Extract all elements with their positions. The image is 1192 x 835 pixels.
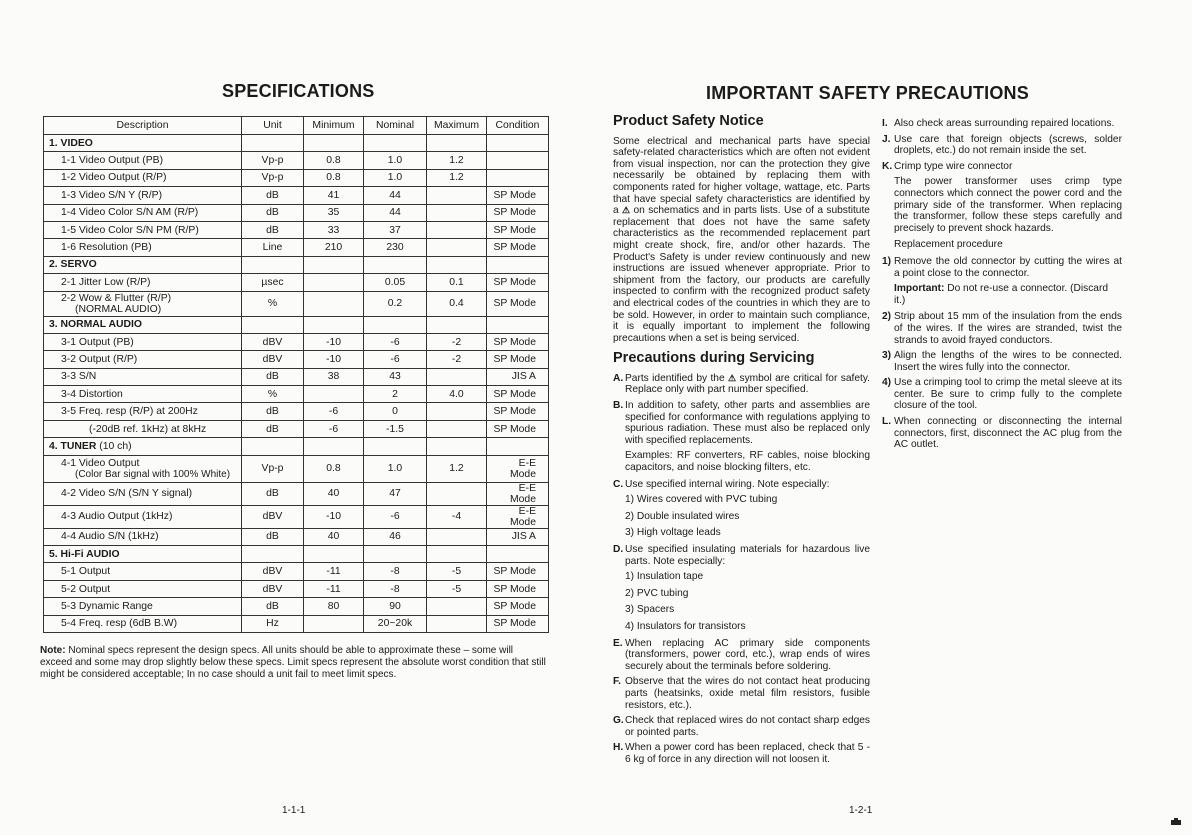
cell-unit: Line (242, 239, 304, 256)
cell-nominal: 2 (364, 386, 427, 403)
procedure-step-4: 4) Use a crimping tool to crimp the metal sleeve at its center. Be sure to crimp fully to the complete closure of the tool. (882, 377, 1122, 412)
cell-minimum: 41 (304, 187, 364, 204)
cell-condition: SP Mode (487, 351, 549, 368)
cell-condition: SP Mode (487, 187, 549, 204)
header-description: Description (44, 117, 242, 135)
safety-column-right (882, 118, 1122, 455)
cell-maximum: 0.1 (427, 274, 487, 291)
description-text: 2. SERVO (49, 259, 97, 271)
cell-description (44, 135, 242, 152)
cell-unit (242, 546, 304, 563)
cell-nominal (364, 316, 427, 333)
description-text: 5-3 Dynamic Range (61, 600, 153, 612)
cell-minimum: 35 (304, 204, 364, 221)
precaution-i: I. Also check areas surrounding repaired locations. (882, 118, 1115, 129)
description-text: 3-2 Output (R/P) (61, 353, 138, 365)
cell-nominal: 1.0 (364, 152, 427, 169)
cell-maximum (427, 135, 487, 152)
crimp-connector-description: The power transformer uses crimp type connectors which connect the power cord and the primary side of the transformer. When replacing the transformer, follow these steps carefully and precisely to prevent shock hazards. (894, 176, 1122, 234)
description-text: 5. Hi-Fi AUDIO (49, 548, 120, 560)
procedure-step-3: 3) Align the lengths of the wires to be connected. Insert the wires fully into the connector. (882, 350, 1122, 373)
cell-minimum: 0.8 (304, 152, 364, 169)
table-row (44, 239, 549, 256)
cell-nominal: -1.5 (364, 420, 427, 437)
precaution-k: K. Crimp type wire connector (882, 160, 1013, 172)
cell-maximum: -5 (427, 563, 487, 580)
list-item: 3) High voltage leads (625, 527, 721, 539)
cell-maximum (427, 221, 487, 238)
cell-unit: % (242, 386, 304, 403)
description-text: 5-1 Output (61, 566, 111, 578)
cell-unit: dBV (242, 333, 304, 350)
cell-description (44, 482, 242, 505)
cell-description (44, 333, 242, 350)
table-row (44, 351, 549, 368)
cell-description (44, 546, 242, 563)
description-text: 1-1 Video Output (PB) (61, 155, 164, 167)
table-row (44, 152, 549, 169)
safety-page (596, 0, 1192, 835)
cell-nominal (364, 546, 427, 563)
cell-unit: µsec (242, 274, 304, 291)
description-text: 1-6 Resolution (PB) (61, 242, 152, 254)
page-title-specifications: SPECIFICATIONS (222, 81, 375, 101)
cell-description (44, 256, 242, 273)
table-row (44, 368, 549, 385)
cell-description (44, 528, 242, 545)
table-row (44, 505, 549, 528)
description-text: 1-5 Video Color S/N PM (R/P) (61, 224, 199, 236)
cell-maximum: -2 (427, 351, 487, 368)
cell-minimum (304, 274, 364, 291)
notice-text-b: on schematics and in parts lists. Use of a substitute replacement that does not have the same safety characteristics as the recommended replacement part might create shock, fire, and/or other hazards. The Product's Safety is under review continuously and new instructions are issued whenever appropriate. Prior to shipment from the factory, our products are carefully inspected to confirm with the recognized product safety and electrical codes of the countries in which they are to be sold. However, in order to maintain such compliance, it is equally important to implement the following precautions when a set is being serviced. (613, 205, 870, 344)
description-text: 4-2 Video S/N (S/N Y signal) (61, 488, 193, 500)
cell-description (44, 580, 242, 597)
note-label: Note: (40, 645, 66, 656)
cell-minimum: -11 (304, 580, 364, 597)
table-row (44, 563, 549, 580)
cell-unit: dBV (242, 505, 304, 528)
description-text: 1-4 Video Color S/N AM (R/P) (61, 207, 199, 219)
cell-unit: % (242, 291, 304, 316)
cell-maximum (427, 528, 487, 545)
cell-maximum (427, 239, 487, 256)
table-section-row (44, 256, 549, 273)
cell-description (44, 505, 242, 528)
cell-condition (487, 546, 549, 563)
cell-nominal: 1.0 (364, 169, 427, 186)
table-row (44, 482, 549, 505)
cell-condition (487, 152, 549, 169)
cell-condition: SP Mode (487, 580, 549, 597)
cell-nominal: 0 (364, 403, 427, 420)
cell-description (44, 221, 242, 238)
notice-text-a: Some electrical and mechanical parts have special safety-related characteristics which are often not evident from visual inspection, nor can the protection they give necessarily be obtained by replacing them with components rated for higher voltage, wattage, etc. Parts that have special safety characteristics are identified by a (613, 135, 870, 217)
table-row (44, 615, 549, 632)
cell-maximum: 1.2 (427, 169, 487, 186)
cell-unit (242, 316, 304, 333)
cell-maximum (427, 403, 487, 420)
cell-unit: dB (242, 482, 304, 505)
description-text: 4-4 Audio S/N (1kHz) (61, 531, 159, 543)
table-section-row (44, 135, 549, 152)
cell-unit (242, 135, 304, 152)
cell-minimum: -11 (304, 563, 364, 580)
cell-unit (242, 438, 304, 455)
cell-unit: dB (242, 368, 304, 385)
cell-maximum (427, 438, 487, 455)
cell-nominal: 47 (364, 482, 427, 505)
product-safety-paragraph (613, 136, 870, 345)
description-subtext: (Color Bar signal with 100% White) (75, 468, 231, 480)
cell-minimum (304, 316, 364, 333)
cell-maximum (427, 420, 487, 437)
cell-minimum: 210 (304, 239, 364, 256)
cell-maximum: 1.2 (427, 455, 487, 482)
table-row (44, 291, 549, 316)
cell-minimum: 40 (304, 528, 364, 545)
cell-nominal: -6 (364, 351, 427, 368)
table-row (44, 169, 549, 186)
description-text: 3-5 Freq. resp (R/P) at 200Hz (61, 406, 198, 418)
cell-condition: SP Mode (487, 615, 549, 632)
page-number-left: 1-1-1 (282, 805, 306, 816)
description-text: 1-3 Video S/N Y (R/P) (61, 189, 163, 201)
cell-maximum (427, 598, 487, 615)
cell-minimum: -10 (304, 333, 364, 350)
description-text: (-20dB ref. 1kHz) at 8kHz (89, 423, 207, 435)
table-row (44, 187, 549, 204)
cell-unit: dB (242, 420, 304, 437)
cell-nominal (364, 438, 427, 455)
cell-maximum (427, 368, 487, 385)
list-item: 4) Insulators for transistors (625, 620, 746, 632)
cell-minimum: 40 (304, 482, 364, 505)
cell-unit: dB (242, 528, 304, 545)
cell-nominal: 37 (364, 221, 427, 238)
table-row (44, 221, 549, 238)
cell-unit: dBV (242, 351, 304, 368)
table-row (44, 403, 549, 420)
cell-minimum: -6 (304, 403, 364, 420)
cell-description (44, 420, 242, 437)
description-text: 5-4 Freq. resp (6dB B.W) (61, 618, 178, 630)
cell-minimum: -6 (304, 420, 364, 437)
description-text: 1. VIDEO (49, 137, 93, 149)
cell-minimum: 80 (304, 598, 364, 615)
cell-maximum: -2 (427, 333, 487, 350)
cell-nominal (364, 135, 427, 152)
cell-nominal: 90 (364, 598, 427, 615)
replacement-procedure-label: Replacement procedure (894, 239, 1003, 251)
header-nominal: Nominal (364, 117, 427, 135)
header-unit: Unit (242, 117, 304, 135)
description-text: 3-4 Distortion (61, 388, 123, 400)
cell-condition: SP Mode (487, 204, 549, 221)
precaution-j: J. Use care that foreign objects (screws, solder droplets, etc.) do not remain inside the set. (882, 133, 1122, 157)
cell-condition (487, 169, 549, 186)
cell-unit: dBV (242, 563, 304, 580)
cell-description (44, 239, 242, 256)
cell-condition: SP Mode (487, 563, 549, 580)
cell-unit: Vp-p (242, 169, 304, 186)
cell-minimum: 0.8 (304, 169, 364, 186)
cell-unit (242, 256, 304, 273)
cell-unit: dBV (242, 580, 304, 597)
cell-nominal: -6 (364, 333, 427, 350)
cell-description (44, 291, 242, 316)
heading-product-safety-notice: Product Safety Notice (613, 113, 764, 129)
cell-maximum (427, 615, 487, 632)
cell-nominal: 44 (364, 187, 427, 204)
precaution-h: H. When a power cord has been replaced, check that 5 - 6 kg of force in any direction will not loosen it. (613, 742, 870, 765)
cell-condition: JIS A (487, 368, 549, 385)
procedure-important-note: Important: Do not re-use a connector. (Discard it.) (894, 283, 1109, 306)
cell-description (44, 386, 242, 403)
table-header-row (44, 117, 549, 135)
cell-nominal: -6 (364, 505, 427, 528)
cell-unit: dB (242, 598, 304, 615)
table-row (44, 204, 549, 221)
cell-minimum: -10 (304, 505, 364, 528)
cell-condition: E-E Mode (487, 505, 549, 528)
cell-maximum (427, 187, 487, 204)
table-section-row (44, 546, 549, 563)
table-section-row (44, 316, 549, 333)
cell-unit: Vp-p (242, 455, 304, 482)
cell-condition: SP Mode (487, 221, 549, 238)
cell-maximum: 1.2 (427, 152, 487, 169)
cell-maximum: 4.0 (427, 386, 487, 403)
cell-unit: Hz (242, 615, 304, 632)
cell-condition (487, 135, 549, 152)
cell-maximum (427, 316, 487, 333)
cell-nominal: 1.0 (364, 455, 427, 482)
warning-triangle-icon: ⚠ (622, 205, 631, 216)
cell-unit: dB (242, 221, 304, 238)
precaution-f: F. Observe that the wires do not contact heat producing parts (heatsinks, oxide metal film resistors, fusible resistors, etc.). (613, 676, 870, 711)
description-text: 3-1 Output (PB) (61, 336, 134, 348)
list-item: 2) PVC tubing (625, 587, 689, 599)
precaution-e: E. When replacing AC primary side components (transformers, power cord, etc.), wrap ends of wires securely about the terminals before soldering. (613, 637, 870, 672)
cell-minimum (304, 615, 364, 632)
cell-maximum (427, 546, 487, 563)
table-row (44, 386, 549, 403)
description-text: 3. NORMAL AUDIO (49, 319, 142, 331)
cell-condition: SP Mode (487, 333, 549, 350)
cell-description (44, 455, 242, 482)
cell-condition: E-E Mode (487, 482, 549, 505)
cell-condition: JIS A (487, 528, 549, 545)
cell-nominal: 0.2 (364, 291, 427, 316)
precaution-c: C. Use specified internal wiring. Note especially: (613, 478, 830, 490)
cell-nominal: 46 (364, 528, 427, 545)
header-minimum: Minimum (304, 117, 364, 135)
cell-description (44, 187, 242, 204)
cell-minimum: 38 (304, 368, 364, 385)
cell-description (44, 351, 242, 368)
cell-description (44, 368, 242, 385)
cell-condition: SP Mode (487, 386, 549, 403)
safety-column-left (613, 113, 870, 770)
cell-minimum (304, 256, 364, 273)
precaution-d: D. Use specified insulating materials for hazardous live parts. Note especially: (613, 544, 870, 567)
description-text: 4-3 Audio Output (1kHz) (61, 511, 173, 523)
precaution-g: G. Check that replaced wires do not contact sharp edges or pointed parts. (613, 715, 870, 738)
description-text: 4-1 Video Output (61, 457, 140, 469)
cell-condition: SP Mode (487, 291, 549, 316)
cell-maximum: -4 (427, 505, 487, 528)
cell-description (44, 598, 242, 615)
warning-triangle-icon: ⚠ (728, 372, 737, 383)
cell-nominal: 20~20k (364, 615, 427, 632)
precaution-b: B. In addition to safety, other parts and assemblies are specified for conformance with regulations applying to spurious radiation. These must also be replaced only with specified replacements. (613, 400, 870, 446)
table-row (44, 598, 549, 615)
table-row (44, 580, 549, 597)
description-subtext: (NORMAL AUDIO) (75, 303, 162, 315)
cell-description (44, 204, 242, 221)
cell-condition (487, 316, 549, 333)
cell-condition: SP Mode (487, 274, 549, 291)
header-maximum: Maximum (427, 117, 487, 135)
cell-minimum (304, 291, 364, 316)
cell-condition: SP Mode (487, 420, 549, 437)
cell-nominal: 230 (364, 239, 427, 256)
table-row (44, 528, 549, 545)
list-item: 1) Insulation tape (625, 571, 704, 583)
cell-description (44, 274, 242, 291)
cell-maximum (427, 256, 487, 273)
cell-condition (487, 438, 549, 455)
heading-precautions-servicing: Precautions during Servicing (613, 350, 815, 367)
description-text: 2-2 Wow & Flutter (R/P) (61, 292, 172, 304)
cell-minimum (304, 386, 364, 403)
cell-unit: dB (242, 403, 304, 420)
table-section-row (44, 438, 549, 455)
cell-nominal: -8 (364, 580, 427, 597)
description-text: 1-2 Video Output (R/P) (61, 172, 167, 184)
cell-minimum (304, 438, 364, 455)
list-item: 3) Spacers (625, 604, 675, 616)
table-row (44, 455, 549, 482)
cell-minimum: 0.8 (304, 455, 364, 482)
cell-maximum (427, 204, 487, 221)
cell-description (44, 316, 242, 333)
cell-condition (487, 256, 549, 273)
description-text: 3-3 S/N (61, 371, 97, 383)
list-item: 2) Double insulated wires (625, 510, 740, 522)
cell-nominal: -8 (364, 563, 427, 580)
cell-condition: SP Mode (487, 598, 549, 615)
note-text: Nominal specs represent the design specs. All units should be able to approximate these – some will exceed and some may drop slightly below these specs. Limit specs represent the absolute worst condition that still might be considered acceptable; In no case should a unit fail to meet limit specs. (40, 645, 546, 680)
page-number-right: 1-2-1 (849, 805, 873, 816)
cell-maximum: -5 (427, 580, 487, 597)
cell-description (44, 438, 242, 455)
precaution-l: L. When connecting or disconnecting the internal connectors, first, disconnect the AC plug from the AC outlet. (882, 416, 1122, 451)
cell-minimum: 33 (304, 221, 364, 238)
cell-nominal (364, 256, 427, 273)
cell-unit: dB (242, 187, 304, 204)
corner-mark-icon (1170, 818, 1182, 826)
list-item: 1) Wires covered with PVC tubing (625, 494, 778, 506)
description-extra: (10 ch) (96, 440, 132, 452)
cell-maximum: 0.4 (427, 291, 487, 316)
cell-nominal: 43 (364, 368, 427, 385)
spec-note (40, 645, 548, 681)
cell-nominal: 0.05 (364, 274, 427, 291)
description-text: 4. TUNER (49, 440, 97, 452)
cell-minimum (304, 546, 364, 563)
cell-description (44, 563, 242, 580)
cell-description (44, 169, 242, 186)
cell-condition: SP Mode (487, 403, 549, 420)
cell-condition: SP Mode (487, 239, 549, 256)
page-title-safety: IMPORTANT SAFETY PRECAUTIONS (706, 83, 1029, 103)
description-text: 2-1 Jitter Low (R/P) (61, 276, 151, 288)
table-row (44, 420, 549, 437)
cell-nominal: 44 (364, 204, 427, 221)
precaution-a: A. Parts identified by the ⚠ symbol are critical for safety. Replace only with part number specified. (613, 372, 870, 396)
cell-description (44, 615, 242, 632)
cell-minimum: -10 (304, 351, 364, 368)
procedure-step-1: 1) Remove the old connector by cutting the wires at a point close to the connector. (882, 255, 1122, 279)
precaution-b-examples: Examples: RF converters, RF cables, noise blocking capacitors, and noise blocking filters, etc. (625, 450, 870, 474)
cell-description (44, 152, 242, 169)
cell-unit: dB (242, 204, 304, 221)
description-text: 5-2 Output (61, 583, 111, 595)
cell-condition: E-E Mode (487, 455, 549, 482)
procedure-step-2: 2) Strip about 15 mm of the insulation from the ends of the wires. If the wires are stranded, twist the strands to avoid frayed conductors. (882, 311, 1122, 346)
cell-maximum (427, 482, 487, 505)
cell-description (44, 403, 242, 420)
table-row (44, 274, 549, 291)
specifications-table (43, 116, 549, 633)
table-row (44, 333, 549, 350)
header-condition: Condition (487, 117, 549, 135)
cell-unit: Vp-p (242, 152, 304, 169)
cell-minimum (304, 135, 364, 152)
